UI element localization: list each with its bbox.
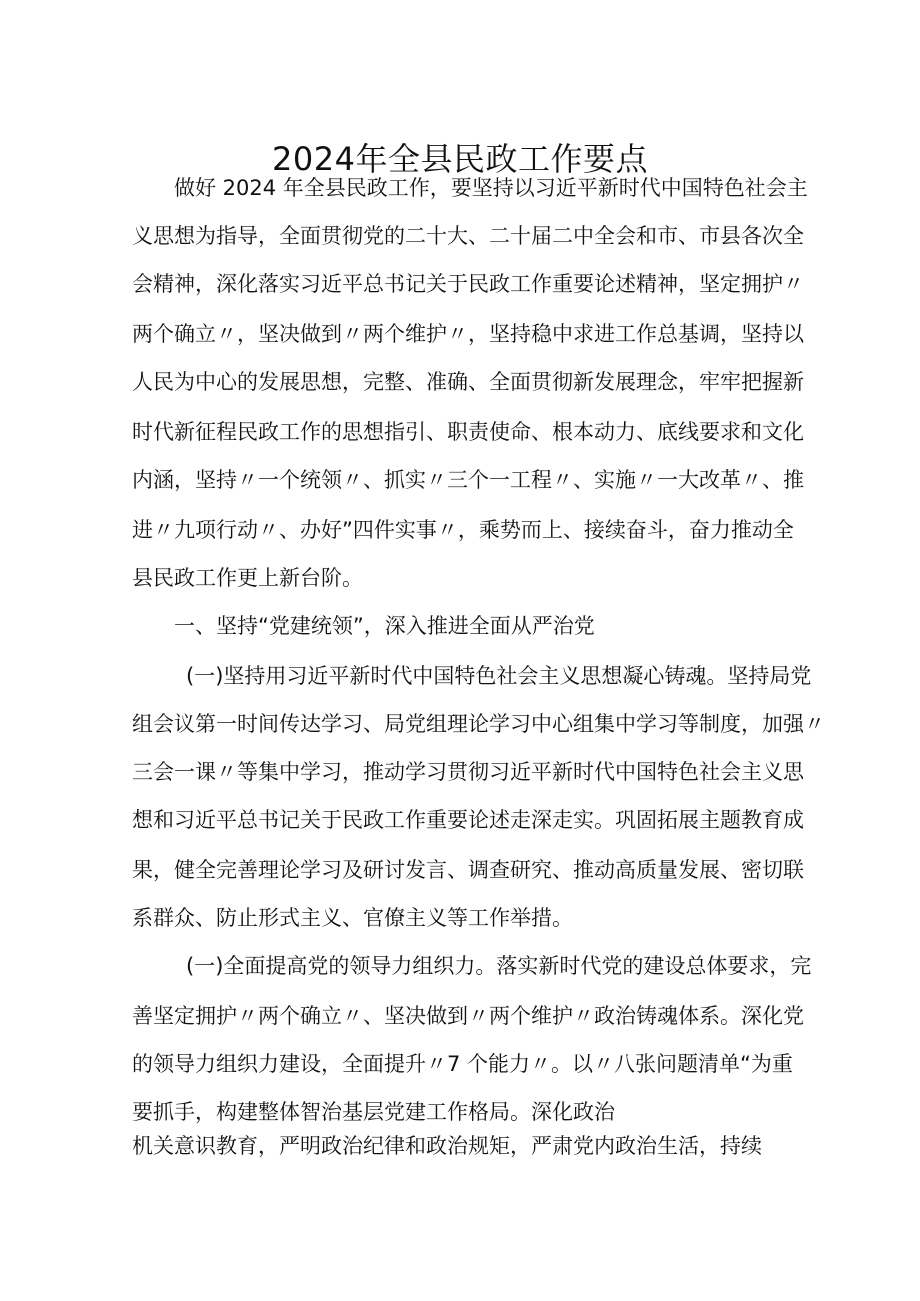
- paragraph-line: 想和习近平总书记关于民政工作重要论述走深走实。巩固拓展主题教育成: [132, 808, 804, 832]
- paragraph-line: 两个确立〃，坚决做到〃两个维护〃，坚持稳中求进工作总基调，坚持以: [132, 322, 804, 346]
- paragraph-line: 会精神，深化落实习近平总书记关于民政工作重要论述精神，坚定拥护〃: [132, 272, 804, 296]
- paragraph-line: 善坚定拥护〃两个确立〃、坚决做到〃两个维护〃政治铸魂体系。深化党: [132, 1004, 804, 1028]
- paragraph-line: 三会一课〃等集中学习，推动学习贯彻习近平新时代中国特色社会主义思: [132, 760, 804, 784]
- paragraph-line: 内涵，坚持〃一个统领〃、抓实〃三个一工程〃、实施〃一大改革〃、推: [132, 468, 804, 492]
- paragraph-line: 果，健全完善理论学习及研讨发言、调查研究、推动高质量发展、密切联: [132, 858, 804, 882]
- paragraph-line: 机关意识教育，严明政治纪律和政治规矩，严肃党内政治生活，持续: [132, 1134, 762, 1158]
- paragraph-line: (一)全面提高党的领导力组织力。落实新时代党的建设总体要求，完: [186, 954, 812, 978]
- paragraph-line: 要抓手，构建整体智治基层党建工作格局。深化政治: [132, 1100, 615, 1124]
- paragraph-line: 的领导力组织力建设，全面提升〃7 个能力〃。以〃八张问题清单“为重: [132, 1052, 793, 1076]
- paragraph-line: 人民为中心的发展思想，完整、准确、全面贯彻新发展理念，牢牢把握新: [132, 370, 804, 394]
- paragraph-line: 县民政工作更上新台阶。: [132, 566, 363, 590]
- paragraph-line: 做好 2024 年全县民政工作，要坚持以习近平新时代中国特色社会主: [174, 176, 808, 200]
- paragraph-line: 时代新征程民政工作的思想指引、职责使命、根本动力、底线要求和文化: [132, 420, 804, 444]
- page-title: 2024年全县民政工作要点: [272, 140, 648, 179]
- paragraph-line: 进〃九项行动〃、办好”四件实事〃，乘势而上、接续奋斗，奋力推动全: [132, 518, 794, 542]
- paragraph-line: 系群众、防止形式主义、官僚主义等工作举措。: [132, 906, 573, 930]
- paragraph-line: 义思想为指导，全面贯彻党的二十大、二十届二中全会和市、市县各次全: [132, 224, 804, 248]
- section-heading: 一、坚持“党建统领”，深入推进全面从严治党: [174, 614, 595, 638]
- paragraph-line: 组会议第一时间传达学习、局党组理论学习中心组集中学习等制度，加强〃: [132, 712, 825, 736]
- paragraph-line: (一)坚持用习近平新时代中国特色社会主义思想凝心铸魂。坚持局党: [186, 664, 812, 688]
